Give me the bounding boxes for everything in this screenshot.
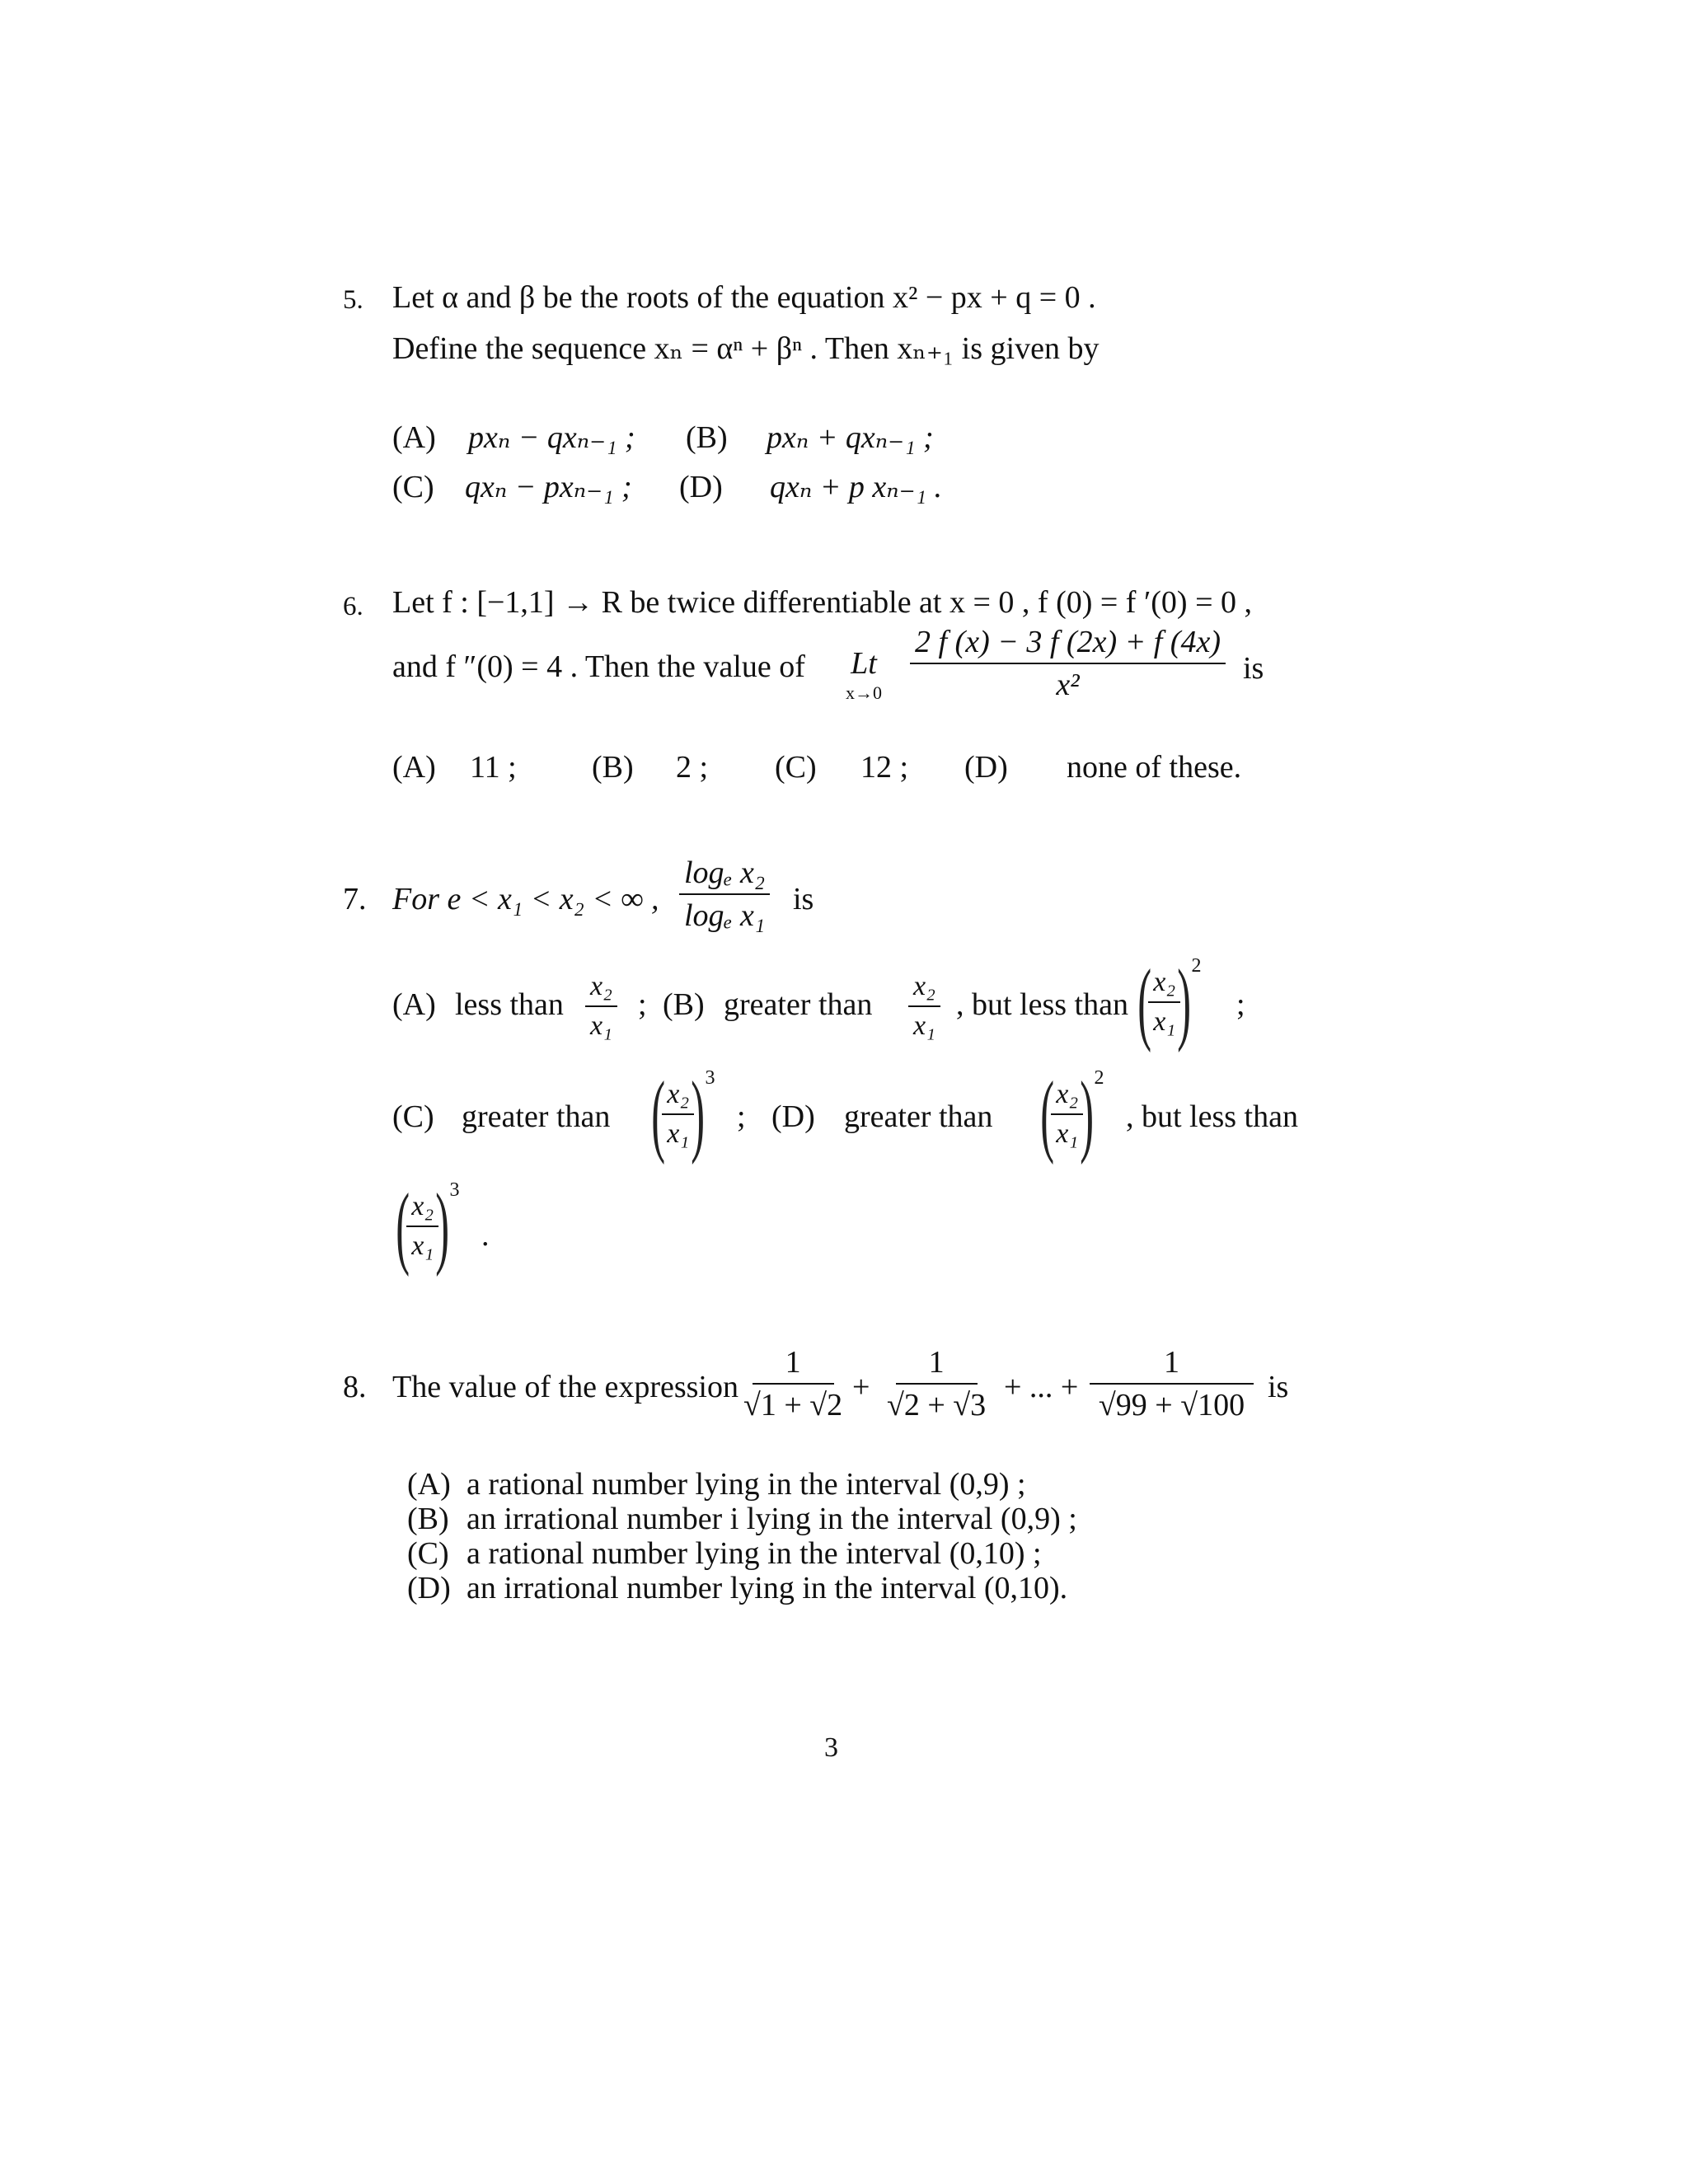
fraction-numerator: 1 [1090, 1347, 1254, 1385]
question-text-line: and f ″(0) = 4 . Then the value of [392, 649, 805, 684]
fraction-numerator: x₂ [1051, 1080, 1083, 1115]
fraction-denominator: x₁ [667, 1118, 690, 1149]
question-text-tail: is [1268, 1370, 1289, 1404]
option-label: (A) [392, 420, 436, 455]
separator: ; [737, 1099, 746, 1134]
limit-operator [846, 648, 882, 702]
question-number: 7. [343, 882, 367, 916]
exponent: 2 [1094, 1067, 1104, 1089]
ratio-fraction [585, 972, 617, 1040]
question-text-tail: is [1243, 651, 1264, 686]
limit-subscript: x→0 [846, 682, 882, 703]
option-text: greater than [844, 1099, 993, 1134]
option-label: (D) [679, 470, 723, 504]
separator: ; [638, 987, 647, 1022]
fraction-numerator: x₂ [585, 972, 617, 1007]
limit-fraction [910, 626, 1226, 701]
end-period: . [481, 1218, 490, 1253]
option-expression: qxₙ + p xₙ₋₁ . [770, 470, 942, 504]
ratio-fraction [908, 972, 940, 1040]
limit-label: Lt [851, 646, 877, 681]
fraction-numerator: 2 f (x) − 3 f (2x) + f (4x) [910, 626, 1226, 664]
option-label: (D) [771, 1099, 815, 1134]
separator: ; [1236, 987, 1245, 1022]
fraction-numerator: x₂ [908, 972, 940, 1007]
option-label: (B) [686, 420, 728, 455]
option-text: greater than [462, 1099, 611, 1134]
question-number: 6. [343, 592, 363, 621]
question-text-line: Let f : [−1,1] → R be twice differentiable at x = 0 , f (0) = f ′(0) = 0 , [392, 585, 1253, 620]
option-label: (A) [392, 987, 436, 1022]
option-expression: qxₙ − pxₙ₋₁ ; [465, 470, 632, 504]
option-label: (C) [392, 1099, 434, 1134]
sum-term-fraction [738, 1347, 847, 1421]
sum-term-fraction [882, 1347, 991, 1421]
option-label: (C) [407, 1536, 449, 1571]
question-text-line: For e < x₁ < x₂ < ∞ , [392, 882, 659, 916]
fraction-denominator: x₁ [590, 1010, 612, 1041]
option-text: an irrational number i lying in the interval (0,9) ; [467, 1502, 1077, 1536]
option-expression: pxₙ − qxₙ₋₁ ; [468, 420, 635, 455]
option-label: (B) [592, 750, 634, 785]
fraction-denominator: x₁ [1056, 1118, 1079, 1149]
log-ratio-fraction [679, 857, 770, 931]
sum-term-fraction [1090, 1347, 1254, 1421]
option-label: (D) [407, 1571, 451, 1605]
ratio-cubed: ( $\frac{\text{x₂}}{\text{x₁}}$ ) 3 [651, 1063, 715, 1165]
fraction-denominator: x₁ [1153, 1006, 1176, 1037]
fraction-denominator: x² [1056, 668, 1080, 702]
fraction-denominator: x₁ [913, 1010, 935, 1041]
exponent: 3 [705, 1067, 715, 1089]
option-label: (C) [392, 470, 434, 504]
page-number: 3 [824, 1732, 838, 1763]
ellipsis-sum: + ... + [1004, 1370, 1079, 1404]
fraction-numerator: 1 [753, 1347, 834, 1385]
option-text: a rational number lying in the interval (0,10) ; [467, 1536, 1042, 1571]
fraction-denominator: √1 + √2 [743, 1388, 843, 1422]
ratio-squared: ( $\frac{\text{x₂}}{\text{x₁}}$ ) 2 [1040, 1063, 1104, 1165]
option-value: none of these. [1067, 750, 1242, 785]
ratio-cubed: ( $\frac{\text{x₂}}{\text{x₁}}$ ) 3 [396, 1175, 460, 1277]
fraction-numerator: x₂ [406, 1193, 438, 1227]
option-value: 11 ; [470, 750, 517, 785]
fraction-denominator: √99 + √100 [1098, 1388, 1245, 1422]
ratio-squared: ( $\frac{\text{x₂}}{\text{x₁}}$ ) 2 [1137, 951, 1202, 1053]
option-label: (B) [407, 1502, 449, 1536]
option-value: 12 ; [860, 750, 909, 785]
option-text: , but less than [956, 987, 1128, 1022]
question-text-tail: is [793, 882, 814, 916]
option-label: (D) [964, 750, 1008, 785]
option-label: (A) [392, 750, 436, 785]
exponent: 3 [449, 1179, 460, 1201]
option-label: (B) [663, 987, 705, 1022]
option-label: (A) [407, 1467, 451, 1502]
option-value: 2 ; [676, 750, 709, 785]
fraction-numerator: x₂ [1148, 968, 1180, 1003]
option-text: less than [455, 987, 564, 1022]
option-label: (C) [775, 750, 817, 785]
option-text: , but less than [1126, 1099, 1298, 1134]
question-number: 5. [343, 285, 363, 315]
question-text-line: Define the sequence xₙ = αⁿ + βⁿ . Then xₙ₊₁ is given by [392, 331, 1100, 366]
fraction-denominator: x₁ [411, 1230, 434, 1261]
plus-sign: + [852, 1370, 870, 1404]
fraction-denominator: √2 + √3 [887, 1388, 987, 1422]
question-number: 8. [343, 1370, 367, 1404]
option-text: an irrational number lying in the interval (0,10). [467, 1571, 1068, 1605]
option-expression: pxₙ + qxₙ₋₁ ; [767, 420, 934, 455]
option-text: greater than [724, 987, 873, 1022]
exponent: 2 [1191, 955, 1202, 977]
fraction-numerator: 1 [896, 1347, 978, 1385]
fraction-denominator: logₑ x₁ [684, 898, 766, 933]
question-text-line: The value of the expression [392, 1370, 738, 1404]
fraction-numerator: logₑ x₂ [679, 857, 770, 895]
option-text: a rational number lying in the interval (0,9) ; [467, 1467, 1026, 1502]
question-text-line: Let α and β be the roots of the equation x² − px + q = 0 . [392, 280, 1096, 315]
fraction-numerator: x₂ [662, 1080, 694, 1115]
